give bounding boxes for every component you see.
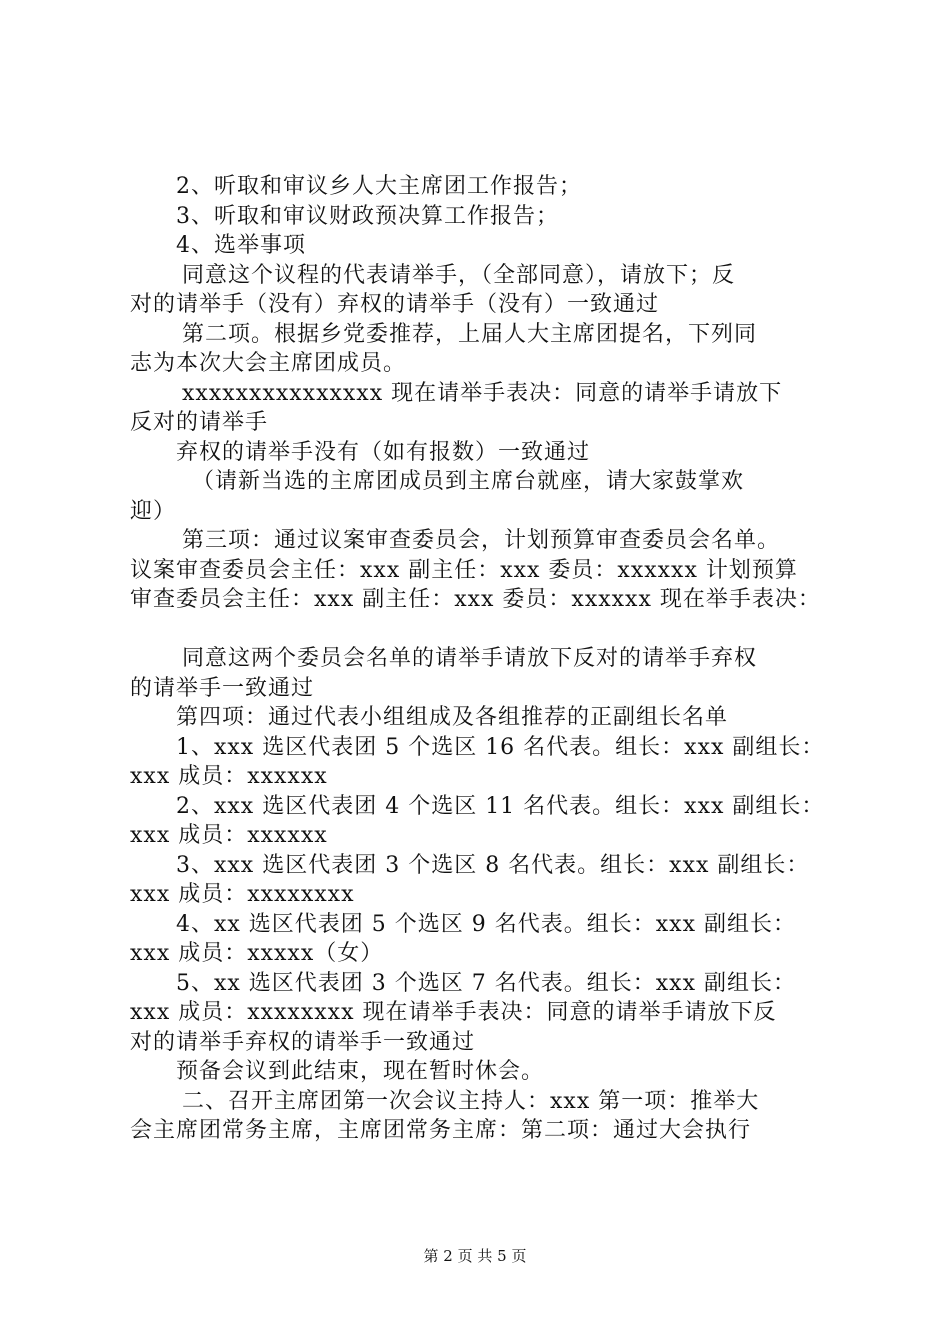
text-line: 2、听取和审议乡人大主席团工作报告； <box>176 174 582 199</box>
text-line: 反对的请举手 <box>130 410 269 435</box>
text-line: 第四项：通过代表小组组成及各组推荐的正副组长名单 <box>176 705 729 730</box>
text-line: 会主席团常务主席，主席团常务主席：第二项：通过大会执行 <box>130 1118 752 1143</box>
text-line: 第三项：通过议案审查委员会，计划预算审查委员会名单。 <box>182 528 781 553</box>
text-line: 迎） <box>130 498 177 524</box>
text-line: 预备会议到此结束，现在暂时休会。 <box>176 1059 545 1084</box>
text-line: 4、xx 选区代表团 5 个选区 9 名代表。组长：xxx 副组长： <box>176 911 796 937</box>
text-line: xxx 成员：xxxxxx <box>130 764 328 789</box>
document-body <box>130 172 830 1146</box>
text-line: （请新当选的主席团成员到主席台就座，请大家鼓掌欢 <box>192 469 745 494</box>
text-line: 审查委员会主任：xxx 副主任：xxx 委员：xxxxxx 现在举手表决： <box>130 587 821 612</box>
text-line: 3、听取和审议财政预决算工作报告； <box>176 203 559 229</box>
text-line: 4、选举事项 <box>176 233 306 258</box>
text-line: 弃权的请举手没有（如有报数）一致通过 <box>176 439 591 465</box>
text-line: 志为本次大会主席团成员。 <box>130 351 407 376</box>
text-line: 第二项。根据乡党委推荐，上届人大主席团提名，下列同 <box>182 321 758 347</box>
text-line: 同意这两个委员会名单的请举手请放下反对的请举手弃权 <box>182 646 758 671</box>
text-line: xxx 成员：xxxxxx <box>130 823 328 848</box>
text-line: xxx 成员：xxxxxxxx <box>130 882 355 907</box>
text-line: 2、xxx 选区代表团 4 个选区 11 名代表。组长：xxx 副组长： <box>176 793 825 819</box>
text-line: 的请举手一致通过 <box>130 675 315 701</box>
page-number-footer: 第 2 页 共 5 页 <box>423 1247 527 1265</box>
text-line: 对的请举手（没有）弃权的请举手（没有）一致通过 <box>130 292 660 317</box>
text-line: 同意这个议程的代表请举手，（全部同意），请放下；反 <box>182 262 736 288</box>
text-line: xxxxxxxxxxxxxxx 现在请举手表决：同意的请举手请放下 <box>182 380 783 406</box>
text-line: 3、xxx 选区代表团 3 个选区 8 名代表。组长：xxx 副组长： <box>176 852 810 878</box>
text-line: 二、召开主席团第一次会议主持人：xxx 第一项：推举大 <box>182 1088 760 1114</box>
text-line: xxx 成员：xxxxx（女） <box>130 941 384 966</box>
text-line: 议案审查委员会主任：xxx 副主任：xxx 委员：xxxxxx 计划预算 <box>130 557 798 583</box>
text-line: 对的请举手弃权的请举手一致通过 <box>130 1029 476 1055</box>
text-line: 1、xxx 选区代表团 5 个选区 16 名代表。组长：xxx 副组长： <box>176 734 825 760</box>
text-line: xxx 成员：xxxxxxxx 现在请举手表决：同意的请举手请放下反 <box>130 1000 777 1025</box>
paragraph-gap <box>130 615 830 645</box>
text-line: 5、xx 选区代表团 3 个选区 7 名代表。组长：xxx 副组长： <box>176 970 796 996</box>
